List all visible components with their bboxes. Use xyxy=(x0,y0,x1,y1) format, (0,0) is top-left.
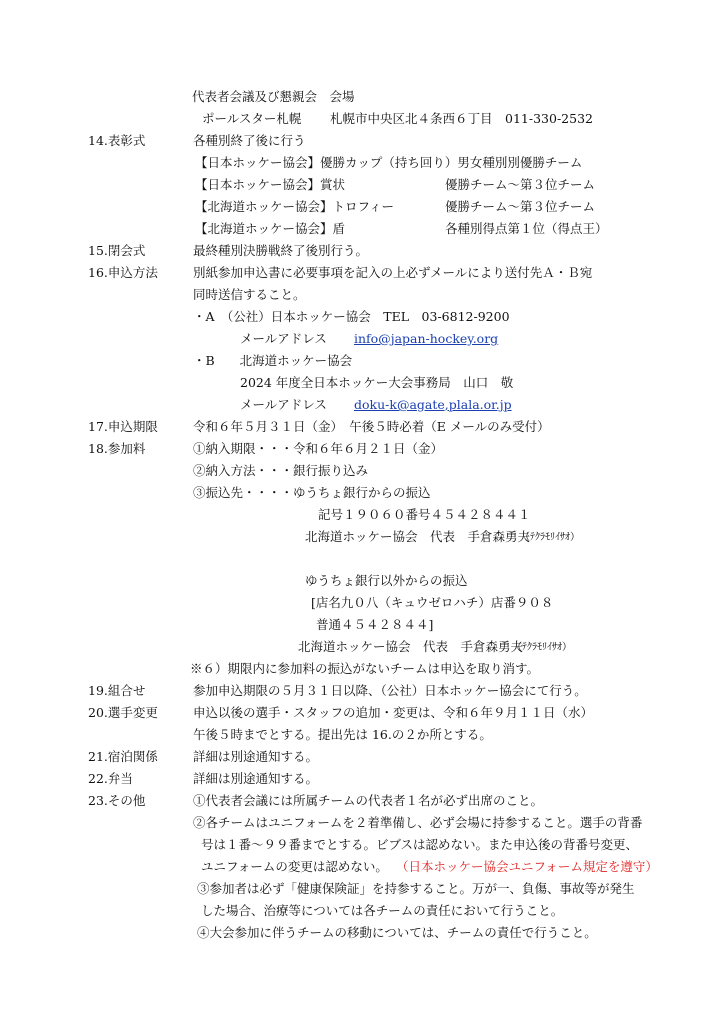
other-item-4: ④大会参加に伴うチームの移動については、チームの責任で行うこと。 xyxy=(197,925,597,940)
venue-heading: 代表者会議及び懇親会 会場 xyxy=(192,89,355,104)
account-holder-1: 北海道ホッケー協会 代表 手倉森勇夫 xyxy=(305,529,531,544)
fee-note: ※６）期限内に参加料の振込がないチームは申込を取り消す。 xyxy=(190,661,540,676)
account-holder-1-kana: （ﾃｸﾗﾓﾘｲｻｵ） xyxy=(520,532,580,543)
award-row-2-left: 【日本ホッケー協会】賞状 xyxy=(195,177,346,192)
section-20-line-2: 午後５時までとする。提出先は 16.の２か所とする。 xyxy=(193,727,492,742)
fee-item-2: ②納入方法・・・銀行振り込み xyxy=(193,463,369,478)
section-19-number: 19.組合せ xyxy=(88,683,146,698)
award-row-1: 【日本ホッケー協会】優勝カップ（持ち回り）男女種別別優勝チーム xyxy=(195,155,583,170)
section-14-number: 14.表彰式 xyxy=(88,133,146,148)
award-row-3-right: 優勝チーム～第３位チーム xyxy=(445,199,596,214)
other-item-3-line-2: した場合、治療等については各チームの責任において行うこと。 xyxy=(201,903,564,918)
other-item-1: ①代表者会議には所属チームの代表者１名が必ず出席のこと。 xyxy=(193,793,544,808)
fee-item-1: ①納入期限・・・令和６年６月２１日（金） xyxy=(193,441,444,456)
section-16-line-2: 同時送信すること。 xyxy=(193,287,306,302)
award-row-4-left: 【北海道ホッケー協会】盾 xyxy=(195,221,346,236)
contact-b-mail-link[interactable]: doku-k@agate,plala.or.jp xyxy=(354,397,512,412)
other-item-3-line-1: ③参加者は必ず「健康保険証」を持参すること。万が一、負傷、事故等が発生 xyxy=(197,881,635,896)
venue-place: ポールスター札幌 xyxy=(202,111,302,126)
section-16-line-1: 別紙参加申込書に必要事項を記入の上必ずメールにより送付先Ａ・Ｂ宛 xyxy=(193,265,593,280)
account-number-2: 普通４５４２８４４] xyxy=(316,617,434,632)
section-20-number: 20.選手変更 xyxy=(88,705,158,720)
section-22-text: 詳細は別途通知する。 xyxy=(193,771,319,786)
contact-b-mail-label: メールアドレス xyxy=(240,397,327,412)
section-19-text: 参加申込期限の５月３１日以降、（公社）日本ホッケー協会にて行う。 xyxy=(193,683,587,698)
section-15-text: 最終種別決勝戦終了後別行う。 xyxy=(193,243,369,258)
contact-b-office: 2024 年度全日本ホッケー大会事務局 山口 敬 xyxy=(240,375,514,390)
section-22-number: 22.弁当 xyxy=(88,771,133,786)
other-item-2-line-2: 号は１番～９９番までとする。ビブスは認めない。また申込後の背番号変更、 xyxy=(201,837,639,852)
contact-a: ・A （公社）日本ホッケー協会 TEL 03-6812-9200 xyxy=(193,309,510,324)
section-18-number: 18.参加料 xyxy=(88,441,146,456)
fee-item-3: ③振込先・・・・ゆうちょ銀行からの振込 xyxy=(193,485,431,500)
uniform-rule-note: （日本ホッケー協会ユニフォーム規定を遵守） xyxy=(396,859,658,874)
other-item-2-line-1: ②各チームはユニフォームを２着準備し、必ず会場に持参すること。選手の背番 xyxy=(193,815,643,830)
award-row-2-right: 優勝チーム～第３位チーム xyxy=(445,177,596,192)
award-row-4-right: 各種別得点第１位（得点王） xyxy=(445,221,608,236)
section-15-number: 15.閉会式 xyxy=(88,243,146,258)
contact-a-mail-label: メールアドレス xyxy=(240,331,327,346)
section-14-text: 各種別終了後に行う xyxy=(193,133,306,148)
section-17-number: 17.申込期限 xyxy=(88,419,158,434)
other-item-2-line-3: ユニフォームの変更は認めない。 xyxy=(201,859,388,874)
section-16-number: 16.申込方法 xyxy=(88,265,158,280)
contact-a-mail-link[interactable]: info@japan-hockey.org xyxy=(354,331,499,346)
account-holder-2: 北海道ホッケー協会 代表 手倉森勇夫 xyxy=(298,639,524,654)
account-number-1: 記号１９０６０番号４５４２８４４１ xyxy=(318,507,531,522)
section-20-line-1: 申込以後の選手・スタッフの追加・変更は、令和６年９月１１日（水） xyxy=(193,705,594,720)
section-21-number: 21.宿泊関係 xyxy=(88,749,158,764)
venue-address: 札幌市中央区北４条西６丁目 011-330-2532 xyxy=(330,111,593,126)
section-17-text: 令和６年５月３１日（金） 午後５時必着（E メールのみ受付） xyxy=(193,419,550,434)
account-holder-2-kana: （ﾃｸﾗﾓﾘｲｻｵ） xyxy=(512,642,572,653)
contact-b: ・B 北海道ホッケー協会 xyxy=(193,353,353,368)
section-23-number: 23.その他 xyxy=(88,793,146,808)
branch-info: [店名九０八（キュウゼロハチ）店番９０８ xyxy=(311,595,554,610)
other-bank-heading: ゆうちょ銀行以外からの振込 xyxy=(305,573,468,588)
award-row-3-left: 【北海道ホッケー協会】トロフィー xyxy=(195,199,395,214)
section-21-text: 詳細は別途通知する。 xyxy=(193,749,319,764)
